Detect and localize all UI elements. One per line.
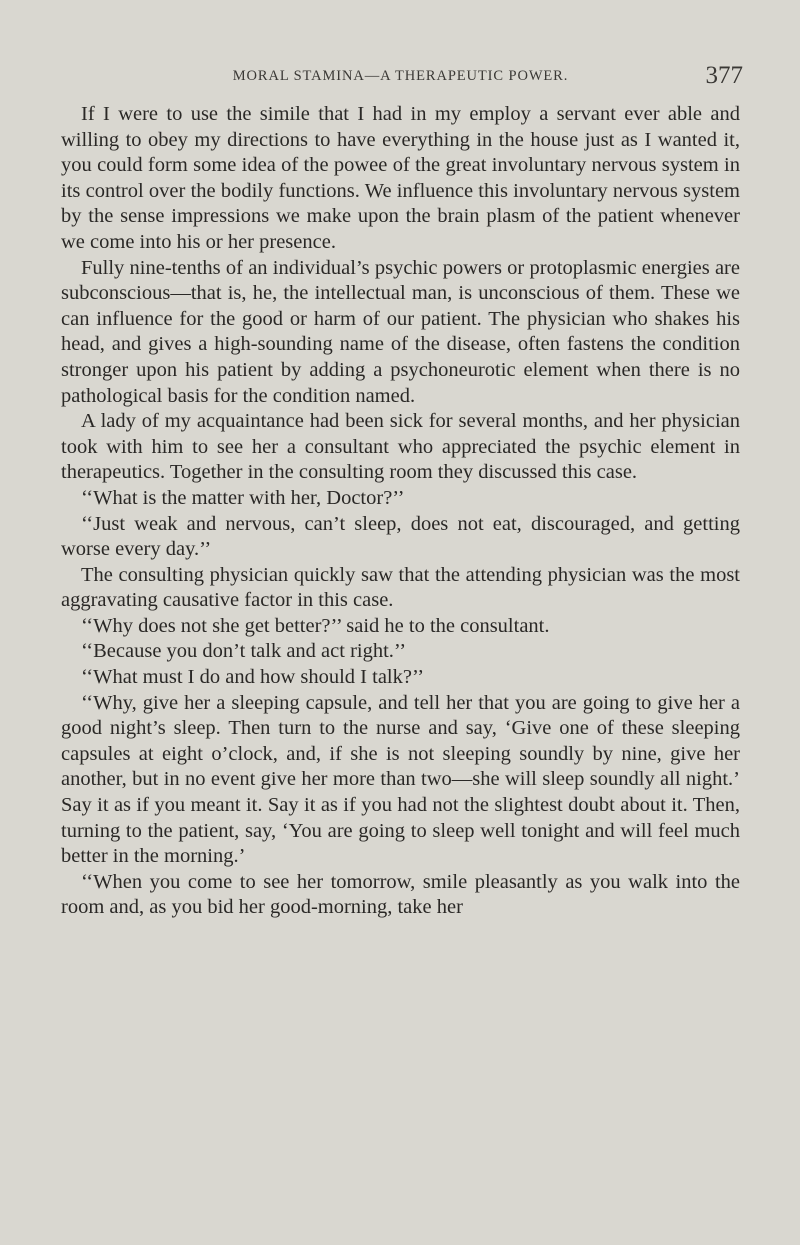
paragraph: ‘‘When you come to see her tomorrow, smile pleasantly as you walk into the room and, as you bid her good-morning, take her	[61, 870, 740, 919]
paragraph: ‘‘Just weak and nervous, can’t sleep, does not eat, discouraged, and getting worse every day.’’	[61, 512, 740, 561]
page-number: 377	[705, 62, 743, 89]
running-head	[61, 62, 743, 94]
paragraph: The consulting physician quickly saw that the attending physician was the most aggravating causative factor in this case.	[61, 563, 740, 612]
running-title: MORAL STAMINA—A THERAPEUTIC POWER.	[232, 68, 569, 84]
paragraph: A lady of my acquaintance had been sick for several months, and her physician took with him to see her a consultant who appreciated the psychic element in therapeutics. Together in the consulting room they discussed this case.	[61, 410, 740, 484]
paragraph: Fully nine-tenths of an individual’s psychic powers or protoplasmic energies are subconscious—that is, he, the intellectual man, is unconscious of them. These we can influence for the good or harm of our patient. The physician who shakes his head, and gives a high-sounding name of the disease, often fastens the condition stronger upon his patient by adding a psychoneurotic element when there is no pathological basis for the condition named.	[61, 256, 740, 407]
paragraph: ‘‘Because you don’t talk and act right.’’	[81, 640, 407, 663]
body-text	[61, 102, 740, 921]
paragraph: ‘‘Why, give her a sleeping capsule, and tell her that you are going to give her a good night’s sleep. Then turn to the nurse and say, ‘Give one of these sleeping capsules at eight o’clock, and, if she is not sleeping soundly by nine, give her another, but in no event give her more than two—she will sleep soundly all night.’ Say it as if you meant it. Say it as if you had not the slightest doubt about it. Then, turning to the patient, say, ‘You are going to sleep well tonight and will feel much better in the morning.’	[61, 691, 740, 868]
paragraph: ‘‘Why does not she get better?’’ said he to the consultant.	[81, 614, 550, 637]
paragraph: If I were to use the simile that I had in my employ a servant ever able and willing to obey my directions to have everything in the house just as I wanted it, you could form some idea of the powee of the great involuntary nervous system in its control over the bodily functions. We influence this involuntary nervous system by the sense impressions we make upon the brain plasm of the patient whenever we come into his or her presence.	[61, 103, 740, 253]
paragraph: ‘‘What must I do and how should I talk?’’	[81, 666, 425, 689]
paragraph: ‘‘What is the matter with her, Doctor?’’	[81, 486, 405, 509]
